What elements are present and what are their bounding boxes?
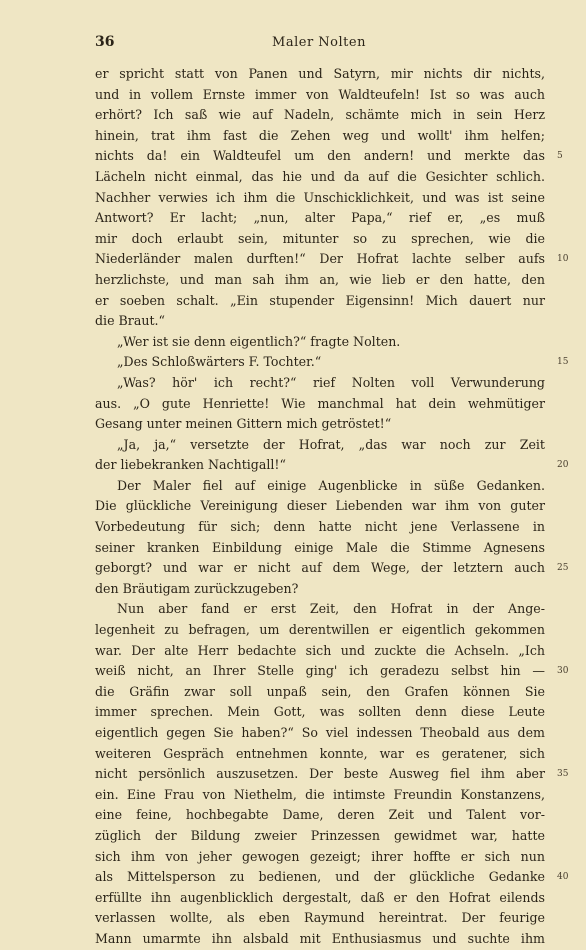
text-line <box>95 476 545 497</box>
line-text: er soeben schalt. „Ein stupender Eigensinn! Mich dauert nur <box>95 292 545 308</box>
running-title: Maler Nolten <box>272 35 366 50</box>
line-text: erfüllte ihn augenblicklich dergestalt, daß er den Hofrat eilends <box>95 889 545 905</box>
text-line <box>95 85 545 106</box>
line-text: hinein, trat ihm fast die Zehen weg und wollt' ihm helfen; <box>95 127 545 143</box>
text-line <box>95 435 545 456</box>
line-text: Gesang unter meinen Gittern mich getröstet!“ <box>95 416 392 432</box>
line-text: „Des Schloßwärters F. Tochter.“ <box>117 354 322 370</box>
line-number: 15 <box>557 357 569 368</box>
line-text: den Bräutigam zurückzugeben? <box>95 580 299 596</box>
line-text: Der Maler fiel auf einige Augenblicke in süße Gedanken. <box>117 477 545 493</box>
text-line <box>95 723 545 744</box>
text-line <box>95 394 545 415</box>
text-line <box>95 496 545 517</box>
line-number: 10 <box>557 254 569 265</box>
line-text: „Wer ist sie denn eigentlich?“ fragte Nolten. <box>117 333 401 349</box>
line-text: sich ihm von jeher gewogen gezeigt; ihrer hoffte er sich nun <box>95 848 545 864</box>
text-line <box>95 785 545 806</box>
text-line <box>95 682 545 703</box>
text-line <box>95 105 545 126</box>
text-line <box>95 291 545 312</box>
body-text <box>95 64 569 950</box>
text-line <box>95 867 569 888</box>
line-text: eine feine, hochbegabte Dame, deren Zeit und Talent vor- <box>95 807 545 823</box>
text-line <box>95 641 545 662</box>
text-line <box>95 188 545 209</box>
page-number: 36 <box>95 34 115 50</box>
line-text: und in vollem Ernste immer von Waldteufeln! Ist so was auch <box>95 86 545 102</box>
line-text: „Ja, ja,“ versetzte der Hofrat, „das war noch zur Zeit <box>117 436 545 452</box>
line-text: weiß nicht, an Ihrer Stelle ging' ich geradezu selbst hin — <box>95 663 545 679</box>
text-line <box>95 847 545 868</box>
line-number: 30 <box>557 666 569 677</box>
line-number: 20 <box>557 460 569 471</box>
text-line <box>95 167 545 188</box>
text-line <box>95 270 545 291</box>
text-line <box>95 744 545 765</box>
line-text: Die glückliche Vereinigung dieser Liebenden war ihm von guter <box>95 498 545 514</box>
text-line <box>95 249 569 270</box>
page-header <box>95 34 543 54</box>
line-text: herzlichste, und man sah ihm an, wie lieb er den hatte, den <box>95 271 545 287</box>
line-text: er spricht statt von Panen und Satyrn, mir nichts dir nichts, <box>95 66 545 81</box>
text-line <box>95 908 545 929</box>
text-line <box>95 558 569 579</box>
text-line <box>95 229 545 250</box>
line-text: als Mittelsperson zu bedienen, und der glückliche Gedanke <box>95 869 545 885</box>
line-text: züglich der Bildung zweier Prinzessen gewidmet war, hatte <box>95 827 545 843</box>
line-text: Nachher verwies ich ihm die Unschicklichkeit, und was ist seine <box>95 189 545 205</box>
line-text: ein. Eine Frau von Niethelm, die intimste Freundin Konstanzens, <box>95 786 545 802</box>
text-line <box>95 661 569 682</box>
text-line <box>95 764 569 785</box>
text-line <box>95 352 569 373</box>
line-text: mir doch erlaubt sein, mitunter so zu sprechen, wie die <box>95 230 545 246</box>
text-line <box>95 414 545 435</box>
line-text: aus. „O gute Henriette! Wie manchmal hat dein wehmütiger <box>95 395 545 411</box>
line-number: 5 <box>557 151 563 162</box>
line-text: Mann umarmte ihn alsbald mit Enthusiasmus und suchte ihm <box>95 930 545 946</box>
text-line <box>95 64 545 85</box>
text-line <box>95 620 545 641</box>
line-text: seiner kranken Einbildung einige Male die Stimme Agnesens <box>95 539 545 555</box>
line-number: 40 <box>557 872 569 883</box>
line-text: erhört? Ich saß wie auf Nadeln, schämte mich in sein Herz <box>95 107 545 123</box>
line-text: legenheit zu befragen, um derentwillen er eigentlich gekommen <box>95 622 545 638</box>
line-text: Antwort? Er lacht; „nun, alter Papa,“ rief er, „es muß <box>95 210 545 226</box>
text-line <box>95 373 545 394</box>
line-text: weiteren Gespräch entnehmen konnte, war es geratener, sich <box>95 745 545 761</box>
text-line <box>95 208 545 229</box>
line-text: eigentlich gegen Sie haben?“ So viel indessen Theobald aus dem <box>95 725 545 740</box>
text-line <box>95 929 545 950</box>
line-text: war. Der alte Herr bedachte sich und zuckte die Achseln. „Ich <box>95 642 545 658</box>
line-text: Nun aber fand er erst Zeit, den Hofrat in der Ange- <box>117 601 545 617</box>
line-text: geborgt? und war er nicht auf dem Wege, der letztern auch <box>95 560 545 576</box>
line-text: nichts da! ein Waldteufel um den andern! und merkte das <box>95 148 545 164</box>
line-number: 25 <box>557 563 569 574</box>
text-line <box>95 538 545 559</box>
text-line <box>95 146 563 167</box>
text-line <box>95 599 545 620</box>
text-line <box>95 579 545 600</box>
text-line <box>95 702 545 723</box>
line-text: immer sprechen. Mein Gott, was sollten denn diese Leute <box>95 704 545 720</box>
line-text: verlassen wollte, als eben Raymund hereintrat. Der feurige <box>95 910 545 926</box>
text-line <box>95 805 545 826</box>
text-line <box>95 126 545 147</box>
line-text: Vorbedeutung für sich; denn hatte nicht jene Verlassene in <box>95 519 545 535</box>
line-text: nicht persönlich auszusetzen. Der beste Ausweg fiel ihm aber <box>95 766 545 782</box>
line-text: die Braut.“ <box>95 313 165 329</box>
line-number: 35 <box>557 769 569 780</box>
text-line <box>95 517 545 538</box>
text-line <box>95 888 545 909</box>
line-text: die Gräfin zwar soll unpaß sein, den Grafen können Sie <box>95 683 545 699</box>
text-line <box>95 455 569 476</box>
line-text: der liebekranken Nachtigall!“ <box>95 457 286 473</box>
text-line <box>95 826 545 847</box>
text-line <box>95 332 545 353</box>
line-text: Niederländer malen durften!“ Der Hofrat lachte selber aufs <box>95 251 545 267</box>
text-line <box>95 311 545 332</box>
line-text: Lächeln nicht einmal, das hie und da auf die Gesichter schlich. <box>95 168 545 184</box>
line-text: „Was? hör' ich recht?“ rief Nolten voll Verwunderung <box>117 374 545 390</box>
